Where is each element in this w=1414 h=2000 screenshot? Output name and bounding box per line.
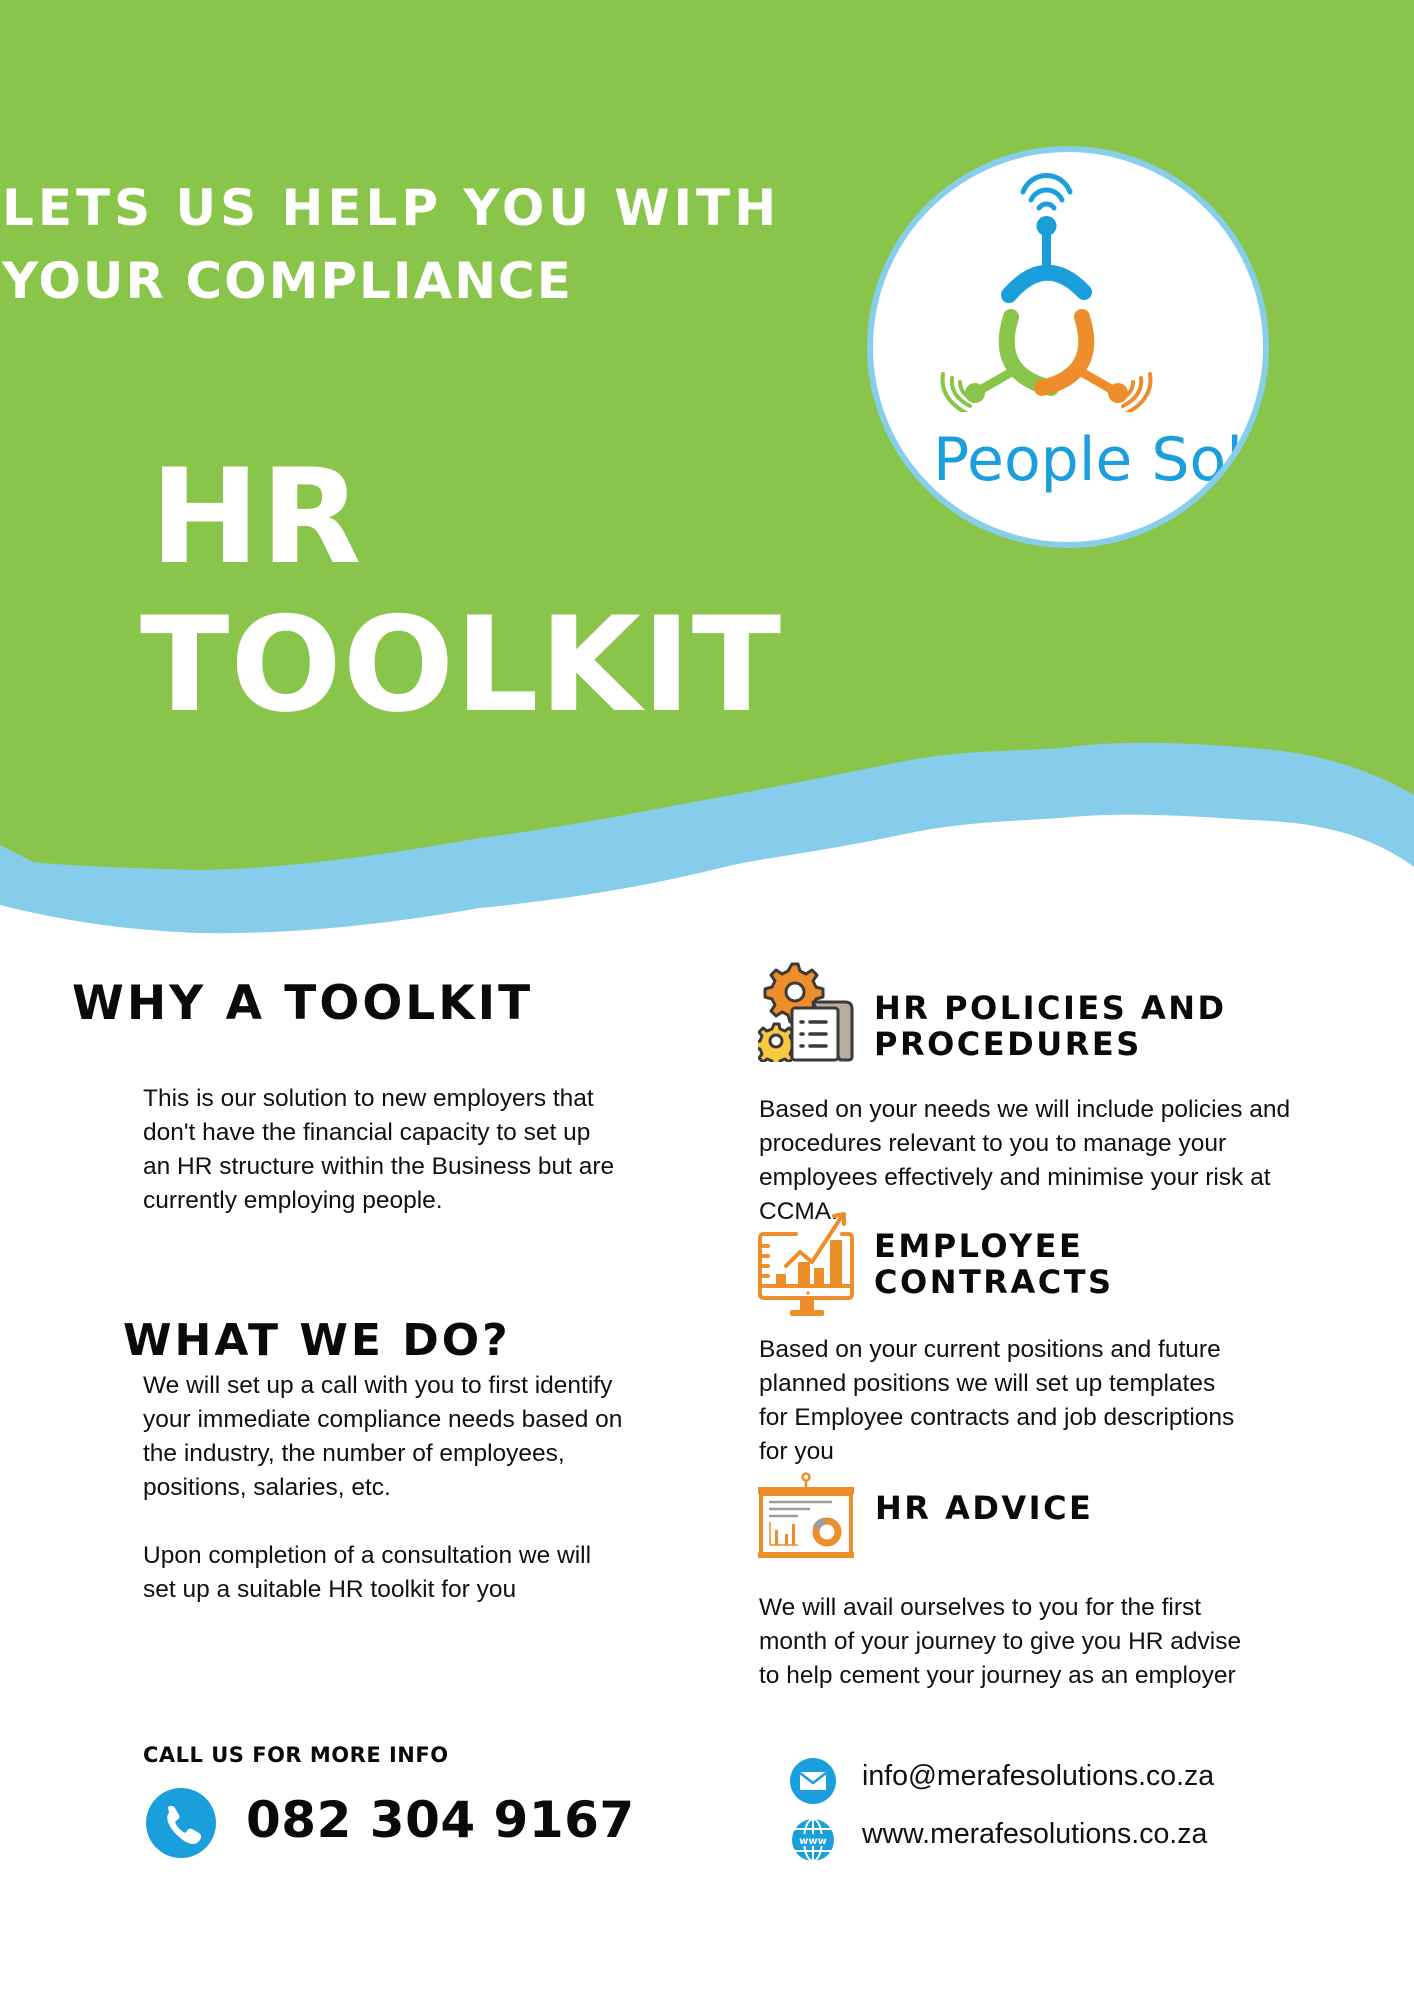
what-line: set up a suitable HR toolkit for you [143,1576,517,1603]
what-line: your immediate compliance needs based on [143,1406,623,1433]
why-line: don't have the financial capacity to set up [143,1119,591,1146]
monitor-growth-chart-icon [758,1210,854,1320]
call-us-label: CALL US FOR MORE INFO [143,1743,449,1767]
service-line: Based on your current positions and future [759,1336,1221,1363]
service-line: employees effectively and minimise your risk at [759,1164,1271,1191]
company-logo [867,146,1269,548]
service-line: Based on your needs we will include policies and [759,1096,1291,1123]
page-title-line-2: TOOLKIT [140,588,783,741]
service-line: month of your journey to give you HR advise [759,1628,1242,1655]
service-line: CCMA. [759,1198,838,1225]
service-line: for you [759,1438,834,1465]
service-title-line: HR POLICIES AND [874,989,1227,1027]
what-line: the industry, the number of employees, [143,1440,565,1467]
why-body [143,1082,614,1218]
phone-number[interactable]: 082 304 9167 [246,1791,635,1849]
tagline-line-1: LETS US HELP YOU WITH [2,179,781,237]
service-line: procedures relevant to you to manage your [759,1130,1227,1157]
website-link[interactable]: www.merafesolutions.co.za [862,1818,1208,1850]
email-link[interactable]: info@merafesolutions.co.za [862,1760,1215,1792]
email-icon [790,1758,836,1804]
why-line: This is our solution to new employers that [143,1085,594,1112]
service-line: to help cement your journey as an employer [759,1662,1236,1689]
phone-icon[interactable] [146,1788,216,1858]
why-line: an HR structure within the Business but are [143,1153,615,1180]
page-title-line-1: HR [150,440,363,593]
service-title-line: HR ADVICE [875,1489,1094,1527]
people-network-logo-icon [923,152,1213,412]
service-body [759,1093,1290,1229]
service-body [759,1333,1234,1469]
service-title-line: EMPLOYEE [874,1227,1084,1265]
svg-text:www: www [799,1836,827,1847]
why-heading: WHY A TOOLKIT [72,976,534,1031]
service-title [875,1490,1093,1526]
what-line: Upon completion of a consultation we will [143,1542,592,1569]
what-body [143,1369,622,1607]
service-title [874,1228,1114,1300]
what-heading: WHAT WE DO? [123,1315,511,1366]
service-title-line: CONTRACTS [874,1263,1114,1301]
service-line: planned positions we will set up templates [759,1370,1216,1397]
service-title [874,990,1227,1062]
service-line: for Employee contracts and job descriptions [759,1404,1235,1431]
what-line: positions, salaries, etc. [143,1474,391,1501]
gears-document-icon [758,962,854,1062]
service-body [759,1591,1241,1693]
logo-text: People Sol [933,425,1243,495]
tagline-line-2: YOUR COMPLIANCE [2,252,573,310]
presentation-board-icon [758,1472,854,1560]
why-line: currently employing people. [143,1187,443,1214]
what-line: We will set up a call with you to first identify [143,1372,613,1399]
service-line: We will avail ourselves to you for the first [759,1594,1202,1621]
globe-icon [790,1817,836,1863]
service-title-line: PROCEDURES [874,1025,1142,1063]
